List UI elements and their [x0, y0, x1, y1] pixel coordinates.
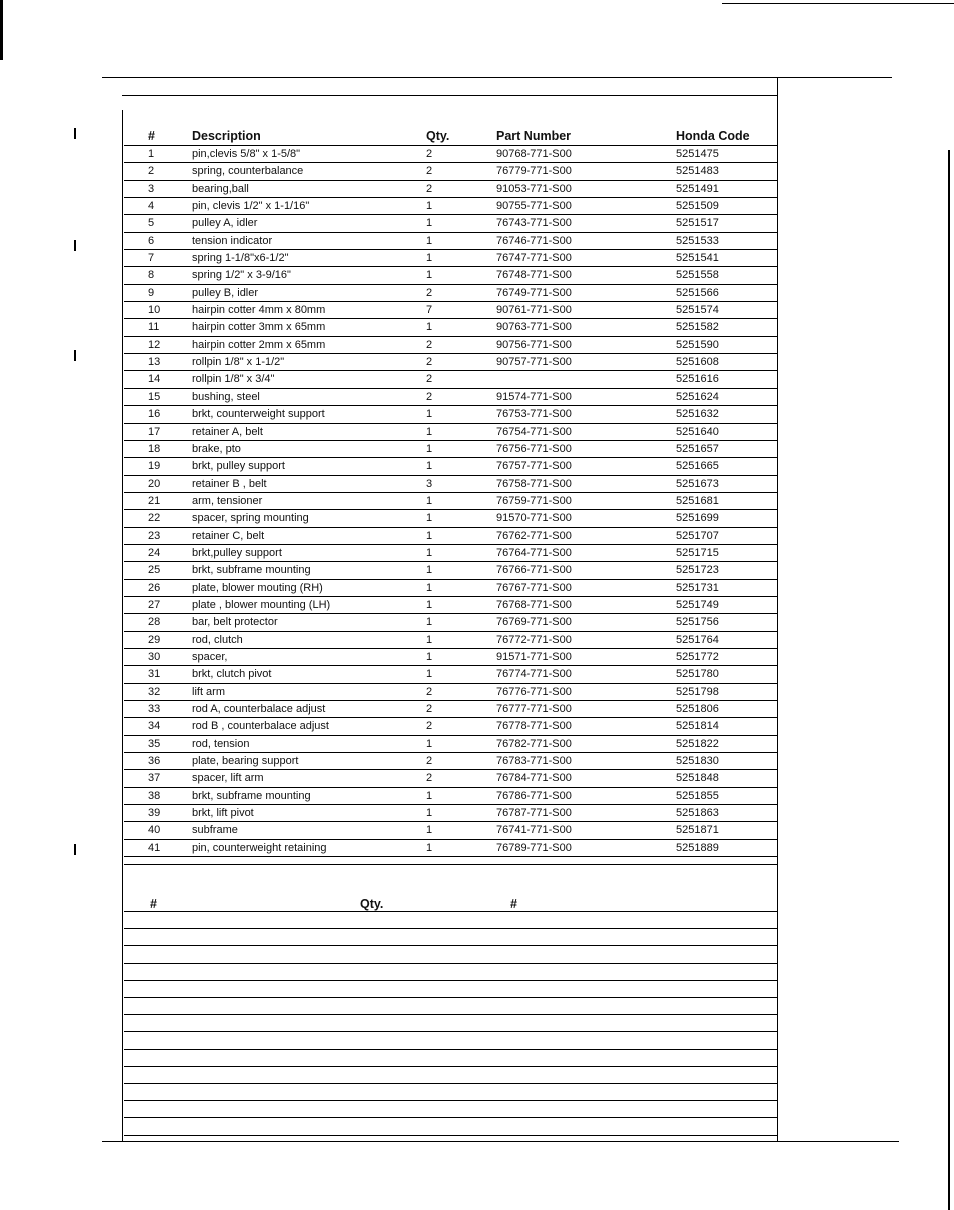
part-description: spacer,: [192, 650, 228, 663]
part-qty: 2: [426, 703, 433, 715]
part-qty: 1: [426, 200, 433, 213]
blank-row-line: [124, 1117, 777, 1118]
part-qty: 1: [426, 442, 433, 455]
table-row: [124, 441, 777, 458]
part-qty: 1: [426, 512, 433, 525]
part-num: 18: [148, 442, 161, 455]
honda-code: 5251665: [676, 460, 719, 473]
part-number: 76749-771-S00: [496, 286, 572, 299]
part-description: retainer C, belt: [192, 529, 265, 542]
table-row: [124, 215, 777, 232]
part-qty: 1: [426, 494, 433, 507]
parts-table-header: [124, 128, 777, 146]
part-number: 76783-771-S00: [496, 755, 572, 768]
part-num: 23: [148, 529, 161, 542]
table-row: [124, 822, 777, 839]
table-row: [124, 250, 777, 267]
honda-code: 5251509: [676, 200, 719, 213]
table-row: [124, 337, 777, 354]
table-row: [124, 510, 777, 527]
part-num: 41: [148, 841, 161, 854]
honda-code: 5251780: [676, 668, 719, 681]
table-row: [124, 614, 777, 631]
table-row: [124, 285, 777, 302]
table-row: [124, 267, 777, 284]
blank-order-table: [124, 864, 777, 1141]
honda-code: 5251772: [676, 650, 719, 663]
honda-code: 5251707: [676, 529, 719, 542]
part-description: brake, pto: [192, 442, 241, 455]
part-description: rod, tension: [192, 737, 250, 750]
header-part-number: Part Number: [496, 129, 572, 143]
part-description: pin,clevis 5/8" x 1-5/8": [192, 148, 301, 160]
part-num: 8: [148, 269, 155, 282]
part-description: lift arm: [192, 685, 225, 698]
honda-code: 5251681: [676, 494, 719, 507]
part-number: 90755-771-S00: [496, 200, 572, 213]
blank-header-qty: Qty.: [360, 897, 384, 911]
blank-row-line: [124, 945, 777, 946]
part-description: retainer A, belt: [192, 425, 263, 438]
honda-code: 5251491: [676, 182, 719, 195]
part-description: brkt,pulley support: [192, 546, 282, 559]
blank-row-line: [124, 928, 777, 929]
part-num: 11: [148, 321, 160, 334]
part-number: 91571-771-S00: [496, 650, 572, 663]
part-description: hairpin cotter 4mm x 80mm: [192, 304, 326, 317]
honda-code: 5251855: [676, 789, 719, 802]
part-description: plate , blower mounting (LH): [192, 598, 331, 611]
part-qty: 1: [426, 581, 433, 594]
part-num: 14: [148, 373, 161, 386]
part-qty: 2: [426, 390, 433, 403]
part-qty: 1: [426, 824, 433, 837]
margin-tick: [74, 844, 76, 855]
part-number: 76754-771-S00: [496, 425, 572, 438]
part-qty: 1: [426, 425, 433, 438]
honda-code: 5251798: [676, 685, 719, 698]
part-description: bar, belt protector: [192, 616, 278, 629]
part-num: 12: [148, 338, 161, 351]
part-qty: 1: [426, 807, 433, 820]
part-qty: 1: [426, 633, 433, 646]
table-row: [124, 666, 777, 683]
page-edge-mark: [0, 0, 3, 60]
part-num: 13: [148, 356, 161, 369]
honda-code: 5251863: [676, 807, 719, 820]
table-row: [124, 580, 777, 597]
part-description: brkt, clutch pivot: [192, 668, 272, 681]
part-description: bushing, steel: [192, 390, 260, 403]
part-num: 16: [148, 408, 161, 421]
part-description: arm, tensioner: [192, 494, 263, 507]
part-description: rollpin 1/8" x 1-1/2": [192, 356, 285, 369]
honda-code: 5251657: [676, 442, 719, 455]
part-qty: 1: [426, 269, 433, 282]
honda-code: 5251632: [676, 408, 719, 421]
part-description: brkt, counterweight support: [192, 408, 325, 421]
part-description: hairpin cotter 3mm x 65mm: [192, 321, 326, 334]
part-description: tension indicator: [192, 234, 273, 247]
table-row: [124, 458, 777, 475]
part-number: 90756-771-S00: [496, 338, 572, 351]
part-description: bearing,ball: [192, 182, 249, 195]
part-qty: 2: [426, 685, 433, 698]
table-row: [124, 424, 777, 441]
part-qty: 1: [426, 616, 433, 629]
part-number: 76777-771-S00: [496, 703, 572, 715]
table-row: [124, 805, 777, 822]
table-row: [124, 146, 777, 163]
honda-code: 5251517: [676, 217, 719, 230]
table-row: [124, 632, 777, 649]
part-description: plate, blower mouting (RH): [192, 581, 323, 594]
part-qty: 1: [426, 841, 433, 854]
part-qty: 1: [426, 598, 433, 611]
part-number: 76787-771-S00: [496, 807, 572, 820]
part-number: 76756-771-S00: [496, 442, 572, 455]
part-number: 76776-771-S00: [496, 685, 572, 698]
header-honda-code: Honda Code: [676, 129, 750, 143]
honda-code: 5251574: [676, 304, 719, 317]
part-description: pin, counterweight retaining: [192, 841, 327, 854]
blank-row-line: [124, 1031, 777, 1032]
part-number: 76779-771-S00: [496, 165, 572, 178]
part-num: 33: [148, 703, 161, 715]
margin-tick: [74, 240, 76, 251]
part-description: hairpin cotter 2mm x 65mm: [192, 338, 326, 351]
part-num: 38: [148, 789, 161, 802]
honda-code: 5251541: [676, 252, 719, 265]
part-num: 19: [148, 460, 161, 473]
page-edge-mark-right: [948, 150, 950, 1210]
margin-tick: [74, 128, 76, 139]
part-num: 29: [148, 633, 161, 646]
table-row: [124, 302, 777, 319]
part-num: 3: [148, 182, 155, 195]
part-number: 90757-771-S00: [496, 356, 572, 369]
blank-row-line: [124, 1049, 777, 1050]
part-qty: 1: [426, 529, 433, 542]
honda-code: 5251673: [676, 477, 719, 490]
blank-table-header: [124, 895, 777, 912]
honda-code: 5251590: [676, 338, 719, 351]
part-num: 25: [148, 564, 161, 577]
part-qty: 1: [426, 650, 433, 663]
part-qty: 1: [426, 321, 433, 334]
part-qty: 2: [426, 755, 433, 768]
honda-code: 5251830: [676, 755, 719, 768]
table-row: [124, 788, 777, 805]
honda-code: 5251731: [676, 581, 719, 594]
part-num: 39: [148, 807, 161, 820]
frame-bottom-rule: [102, 1141, 899, 1142]
table-row: [124, 163, 777, 180]
table-row: [124, 684, 777, 701]
part-number: 76766-771-S00: [496, 564, 572, 577]
part-description: rod B , counterbalace adjust: [192, 720, 329, 733]
part-description: spacer, lift arm: [192, 772, 264, 785]
part-number: 76772-771-S00: [496, 633, 572, 646]
part-description: retainer B , belt: [192, 477, 267, 490]
blank-row-line: [124, 1066, 777, 1067]
part-number: 76784-771-S00: [496, 772, 572, 785]
part-qty: 1: [426, 668, 433, 681]
table-row: [124, 181, 777, 198]
part-num: 21: [148, 494, 161, 507]
part-num: 28: [148, 616, 161, 629]
parts-table: [124, 128, 777, 857]
table-row: [124, 562, 777, 579]
part-description: brkt, pulley support: [192, 460, 285, 473]
honda-code: 5251871: [676, 824, 719, 837]
honda-code: 5251822: [676, 737, 719, 750]
blank-row-line: [124, 1100, 777, 1101]
table-row: [124, 233, 777, 250]
honda-code: 5251848: [676, 772, 719, 785]
part-description: pulley B, idler: [192, 286, 259, 299]
honda-code: 5251749: [676, 598, 719, 611]
part-qty: 7: [426, 304, 433, 317]
table-row: [124, 736, 777, 753]
part-number: 76789-771-S00: [496, 841, 572, 854]
part-qty: 2: [426, 373, 433, 386]
part-number: 76746-771-S00: [496, 234, 572, 247]
honda-code: 5251616: [676, 373, 719, 386]
part-qty: 2: [426, 165, 433, 178]
honda-code: 5251699: [676, 512, 719, 525]
part-number: 76768-771-S00: [496, 598, 572, 611]
parts-table-body: [124, 146, 777, 857]
part-number: 76774-771-S00: [496, 668, 572, 681]
honda-code: 5251582: [676, 321, 719, 334]
part-qty: 3: [426, 477, 433, 490]
honda-code: 5251624: [676, 390, 719, 403]
honda-code: 5251566: [676, 286, 719, 299]
part-num: 6: [148, 234, 155, 247]
part-num: 26: [148, 581, 161, 594]
part-num: 30: [148, 650, 161, 663]
table-row: [124, 493, 777, 510]
frame-left-rule: [122, 110, 123, 1141]
part-num: 36: [148, 755, 161, 768]
part-description: rod A, counterbalace adjust: [192, 703, 326, 715]
part-description: brkt, subframe mounting: [192, 789, 311, 802]
part-number: 76759-771-S00: [496, 494, 572, 507]
table-row: [124, 371, 777, 388]
part-number: 76769-771-S00: [496, 616, 572, 629]
part-num: 2: [148, 165, 155, 178]
part-num: 5: [148, 217, 155, 230]
frame-inner-rule: [122, 95, 777, 96]
honda-code: 5251715: [676, 546, 719, 559]
part-qty: 2: [426, 772, 433, 785]
part-number: 76758-771-S00: [496, 477, 572, 490]
header-description: Description: [192, 129, 261, 143]
header-num: #: [148, 129, 155, 143]
part-description: spring 1/2" x 3-9/16": [192, 269, 291, 282]
part-number: 91574-771-S00: [496, 390, 572, 403]
table-row: [124, 406, 777, 423]
part-description: brkt, lift pivot: [192, 807, 254, 820]
part-description: rollpin 1/8" x 3/4": [192, 373, 275, 386]
top-rule: [722, 3, 954, 4]
part-number: 76753-771-S00: [496, 408, 572, 421]
part-num: 24: [148, 546, 161, 559]
part-num: 1: [148, 148, 155, 160]
part-number: 76757-771-S00: [496, 460, 572, 473]
honda-code: 5251814: [676, 720, 719, 733]
part-qty: 2: [426, 286, 433, 299]
table-row: [124, 718, 777, 735]
blank-row-line: [124, 1135, 777, 1136]
part-num: 20: [148, 477, 161, 490]
part-number: 76747-771-S00: [496, 252, 572, 265]
part-number: 90763-771-S00: [496, 321, 572, 334]
table-row: [124, 840, 777, 857]
table-row: [124, 597, 777, 614]
part-num: 35: [148, 737, 161, 750]
table-row: [124, 770, 777, 787]
part-num: 22: [148, 512, 161, 525]
part-qty: 2: [426, 338, 433, 351]
part-number: 90768-771-S00: [496, 148, 572, 160]
table-row: [124, 476, 777, 493]
part-qty: 1: [426, 564, 433, 577]
margin-tick: [74, 350, 76, 361]
part-num: 9: [148, 286, 155, 299]
table-row: [124, 753, 777, 770]
part-qty: 1: [426, 408, 433, 421]
part-qty: 1: [426, 737, 433, 750]
table-row: [124, 354, 777, 371]
part-qty: 2: [426, 148, 433, 160]
part-description: spring 1-1/8"x6-1/2": [192, 252, 289, 265]
part-number: 76743-771-S00: [496, 217, 572, 230]
honda-code: 5251640: [676, 425, 719, 438]
part-num: 10: [148, 304, 161, 317]
blank-row-line: [124, 1014, 777, 1015]
part-num: 7: [148, 252, 155, 265]
honda-code: 5251483: [676, 165, 719, 178]
table-row: [124, 528, 777, 545]
part-number: 76764-771-S00: [496, 546, 572, 559]
table-row: [124, 198, 777, 215]
part-number: 76782-771-S00: [496, 737, 572, 750]
part-number: 91053-771-S00: [496, 182, 572, 195]
honda-code: 5251608: [676, 356, 719, 369]
part-qty: 2: [426, 720, 433, 733]
table-row: [124, 389, 777, 406]
part-num: 37: [148, 772, 161, 785]
part-number: 90761-771-S00: [496, 304, 572, 317]
blank-row-line: [124, 997, 777, 998]
part-number: 76762-771-S00: [496, 529, 572, 542]
part-description: spring, counterbalance: [192, 165, 304, 178]
part-description: plate, bearing support: [192, 755, 299, 768]
part-num: 32: [148, 685, 161, 698]
part-description: pin, clevis 1/2" x 1-1/16": [192, 200, 310, 213]
part-description: subframe: [192, 824, 238, 837]
blank-row-line: [124, 1083, 777, 1084]
part-qty: 1: [426, 234, 433, 247]
frame-right-rule: [777, 77, 778, 1141]
honda-code: 5251756: [676, 616, 719, 629]
part-number: 76767-771-S00: [496, 581, 572, 594]
honda-code: 5251533: [676, 234, 719, 247]
blank-row-line: [124, 980, 777, 981]
honda-code: 5251764: [676, 633, 719, 646]
part-qty: 2: [426, 182, 433, 195]
part-description: pulley A, idler: [192, 217, 258, 230]
table-row: [124, 649, 777, 666]
part-description: brkt, subframe mounting: [192, 564, 311, 577]
blank-row-line: [124, 963, 777, 964]
part-number: 91570-771-S00: [496, 512, 572, 525]
part-num: 15: [148, 390, 161, 403]
part-qty: 1: [426, 546, 433, 559]
part-qty: 1: [426, 460, 433, 473]
header-qty: Qty.: [426, 129, 450, 143]
honda-code: 5251558: [676, 269, 719, 282]
part-qty: 1: [426, 789, 433, 802]
honda-code: 5251806: [676, 703, 719, 715]
part-description: rod, clutch: [192, 633, 243, 646]
part-description: spacer, spring mounting: [192, 512, 309, 525]
honda-code: 5251889: [676, 841, 719, 854]
part-num: 34: [148, 720, 161, 733]
honda-code: 5251723: [676, 564, 719, 577]
part-number: 76786-771-S00: [496, 789, 572, 802]
honda-code: 5251475: [676, 148, 719, 160]
part-num: 4: [148, 200, 155, 213]
part-qty: 1: [426, 217, 433, 230]
table-row: [124, 545, 777, 562]
part-num: 31: [148, 668, 161, 681]
frame-top-rule: [102, 77, 892, 78]
part-qty: 2: [426, 356, 433, 369]
part-num: 40: [148, 824, 161, 837]
part-number: 76778-771-S00: [496, 720, 572, 733]
blank-header-num-2: #: [510, 897, 517, 911]
part-num: 27: [148, 598, 161, 611]
part-number: 76741-771-S00: [496, 824, 572, 837]
blank-header-num: #: [150, 897, 157, 911]
part-qty: 1: [426, 252, 433, 265]
table-row: [124, 701, 777, 718]
part-number: 76748-771-S00: [496, 269, 572, 282]
table-row: [124, 319, 777, 336]
part-num: 17: [148, 425, 161, 438]
